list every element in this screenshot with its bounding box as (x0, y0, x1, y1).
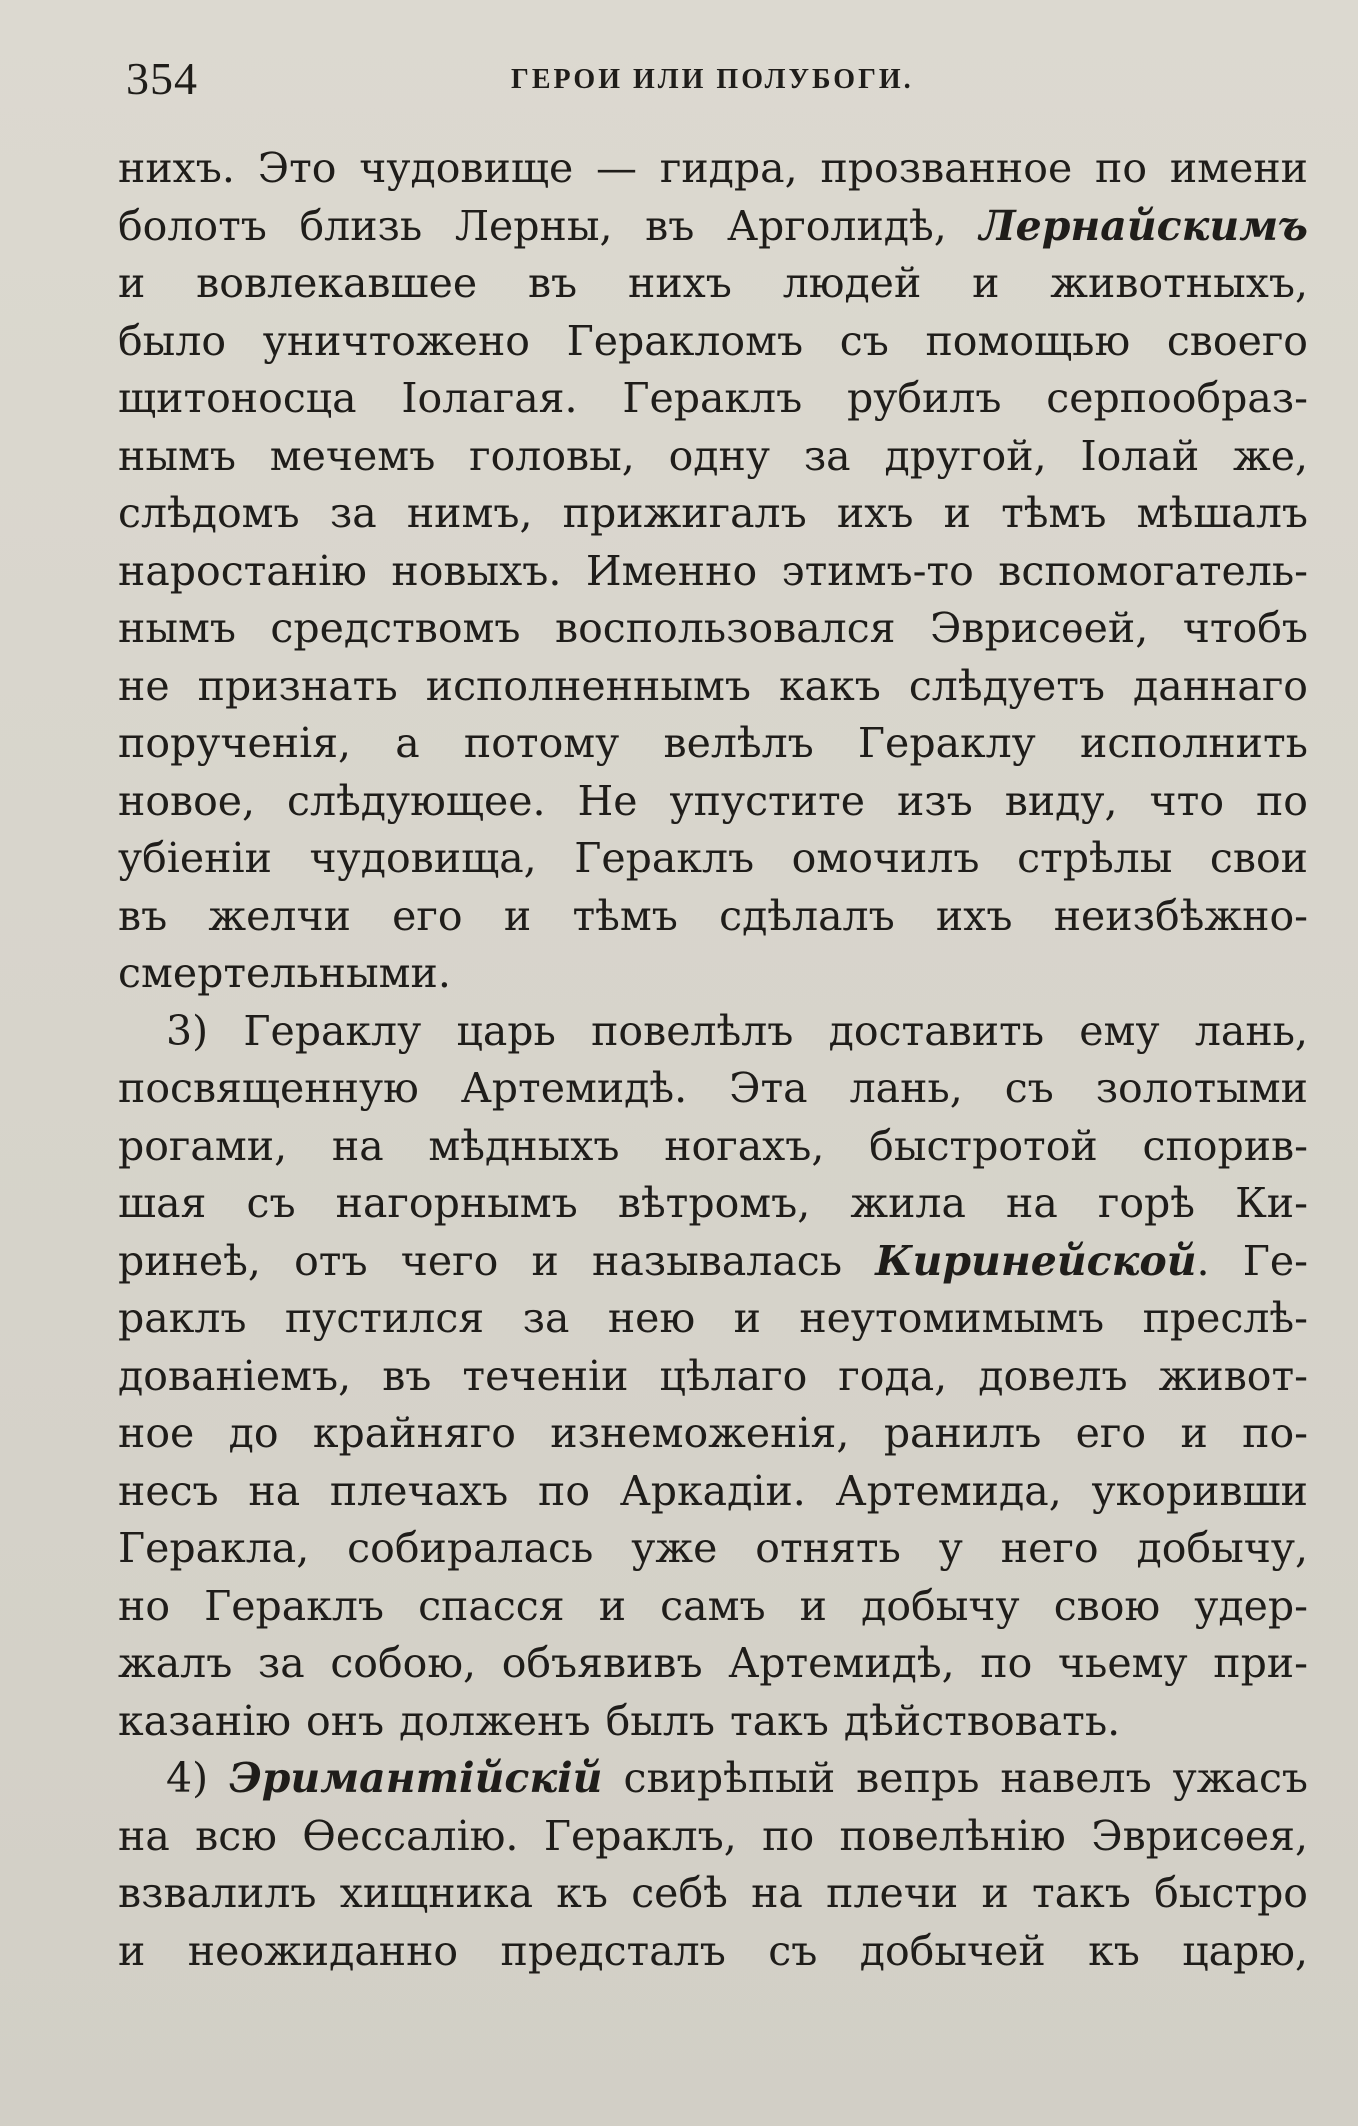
text-line (118, 830, 1308, 888)
text-run: наростанію новыхъ. Именно этимъ-то вспомогатель- (118, 546, 1308, 595)
text-line (118, 600, 1308, 658)
text-run: взвалилъ хищника къ себѣ на плечи и такъ быстро (118, 1869, 1308, 1917)
page-number: 354 (126, 53, 198, 104)
text-run: жалъ за собою, объявивъ Артемидѣ, по чьему при- (118, 1639, 1308, 1687)
text-run: несъ на плечахъ по Аркадіи. Артемида, укоривши (118, 1466, 1308, 1515)
text-run: ринеѣ, отъ чего и называлась (118, 1236, 876, 1285)
text-run: раклъ пустился за нею и неутомимымъ преслѣ- (118, 1294, 1308, 1342)
text-run: ное до крайняго изнеможенія, ранилъ его и по- (118, 1409, 1308, 1457)
text-run: порученія, а потому велѣлъ Гераклу исполнить (118, 719, 1308, 767)
text-run: казанію онъ долженъ былъ такъ дѣйствовать. (118, 1696, 1121, 1745)
text-run: нымъ средствомъ воспользовался Эврисѳей, чтобъ (118, 604, 1308, 652)
text-line (118, 1405, 1308, 1463)
text-run: слѣдомъ за нимъ, прижигалъ ихъ и тѣмъ мѣшалъ (118, 489, 1308, 537)
text-run: 3) Гераклу царь повелѣлъ доставить ему лань, (166, 1006, 1308, 1055)
text-run: болотъ близь Лерны, въ Арголидѣ, (118, 201, 980, 250)
text-run: свирѣпый вепрь навелъ ужасъ (602, 1754, 1309, 1802)
text-line (118, 1750, 1308, 1808)
text-line (118, 198, 1308, 256)
text-run: на всю Ѳессалію. Гераклъ, по повелѣнію Эврисѳея, (118, 1811, 1308, 1860)
text-line (118, 715, 1308, 773)
text-run: нихъ. Это чудовище — гидра, прозванное по имени (118, 144, 1308, 192)
text-line (118, 428, 1308, 486)
text-run: . Ге- (1196, 1236, 1308, 1285)
text-run: и неожиданно предсталъ съ добычей къ царю, (118, 1926, 1308, 1975)
text-line (118, 140, 1308, 198)
text-run: нымъ мечемъ головы, одну за другой, Іолай же, (118, 431, 1308, 480)
text-line (118, 1693, 1308, 1751)
text-run: но Гераклъ спасся и самъ и добычу свою удер- (118, 1581, 1308, 1630)
text-line (118, 1520, 1308, 1578)
text-line (118, 1635, 1308, 1693)
text-run: и вовлекавшее въ нихъ людей и животныхъ, (118, 259, 1308, 307)
text-run: было уничтожено Геракломъ съ помощью своего (118, 316, 1308, 365)
text-line (118, 773, 1308, 831)
text-line (118, 1233, 1308, 1291)
text-line (118, 658, 1308, 716)
text-line (118, 888, 1308, 946)
text-line (118, 370, 1308, 428)
text-line (118, 485, 1308, 543)
text-run: 4) (166, 1754, 230, 1802)
emphasized-term: Лернайскимъ (979, 201, 1308, 250)
text-line (118, 1348, 1308, 1406)
text-run: не признать исполненнымъ какъ слѣдуетъ даннаго (118, 661, 1308, 710)
text-line (118, 1578, 1308, 1636)
text-run: посвященную Артемидѣ. Эта лань, съ золотыми (118, 1064, 1308, 1112)
text-line (118, 543, 1308, 601)
emphasized-term: Киринейской (875, 1236, 1197, 1285)
text-run: дованіемъ, въ теченіи цѣлаго года, довелъ живот- (118, 1351, 1308, 1400)
text-line (118, 1003, 1308, 1061)
text-line (118, 1290, 1308, 1348)
body-text (118, 140, 1308, 1980)
text-run: новое, слѣдующее. Не упустите изъ виду, что по (118, 776, 1308, 825)
emphasized-term: Эримантійскій (229, 1754, 603, 1802)
text-run: въ желчи его и тѣмъ сдѣлалъ ихъ неизбѣжно- (118, 891, 1308, 940)
text-line (118, 1865, 1308, 1923)
text-line (118, 1808, 1308, 1866)
text-line (118, 1463, 1308, 1521)
text-run: щитоносца Іолагая. Гераклъ рубилъ серпообраз- (118, 374, 1308, 422)
text-line (118, 1060, 1308, 1118)
text-line (118, 945, 1308, 1003)
text-run: убіеніи чудовища, Гераклъ омочилъ стрѣлы свои (118, 834, 1308, 882)
text-run: смертельными. (118, 949, 451, 997)
text-run: рогами, на мѣдныхъ ногахъ, быстротой спорив- (118, 1121, 1308, 1170)
text-line (118, 1118, 1308, 1176)
text-run: Геракла, собиралась уже отнять у него добычу, (118, 1524, 1308, 1572)
text-line (118, 1923, 1308, 1981)
running-head: ГЕРОИ ИЛИ ПОЛУБОГИ. (511, 64, 914, 95)
text-line (118, 255, 1308, 313)
page-header (126, 52, 1298, 112)
text-line (118, 313, 1308, 371)
text-line (118, 1175, 1308, 1233)
text-run: шая съ нагорнымъ вѣтромъ, жила на горѣ Ки- (118, 1179, 1308, 1227)
